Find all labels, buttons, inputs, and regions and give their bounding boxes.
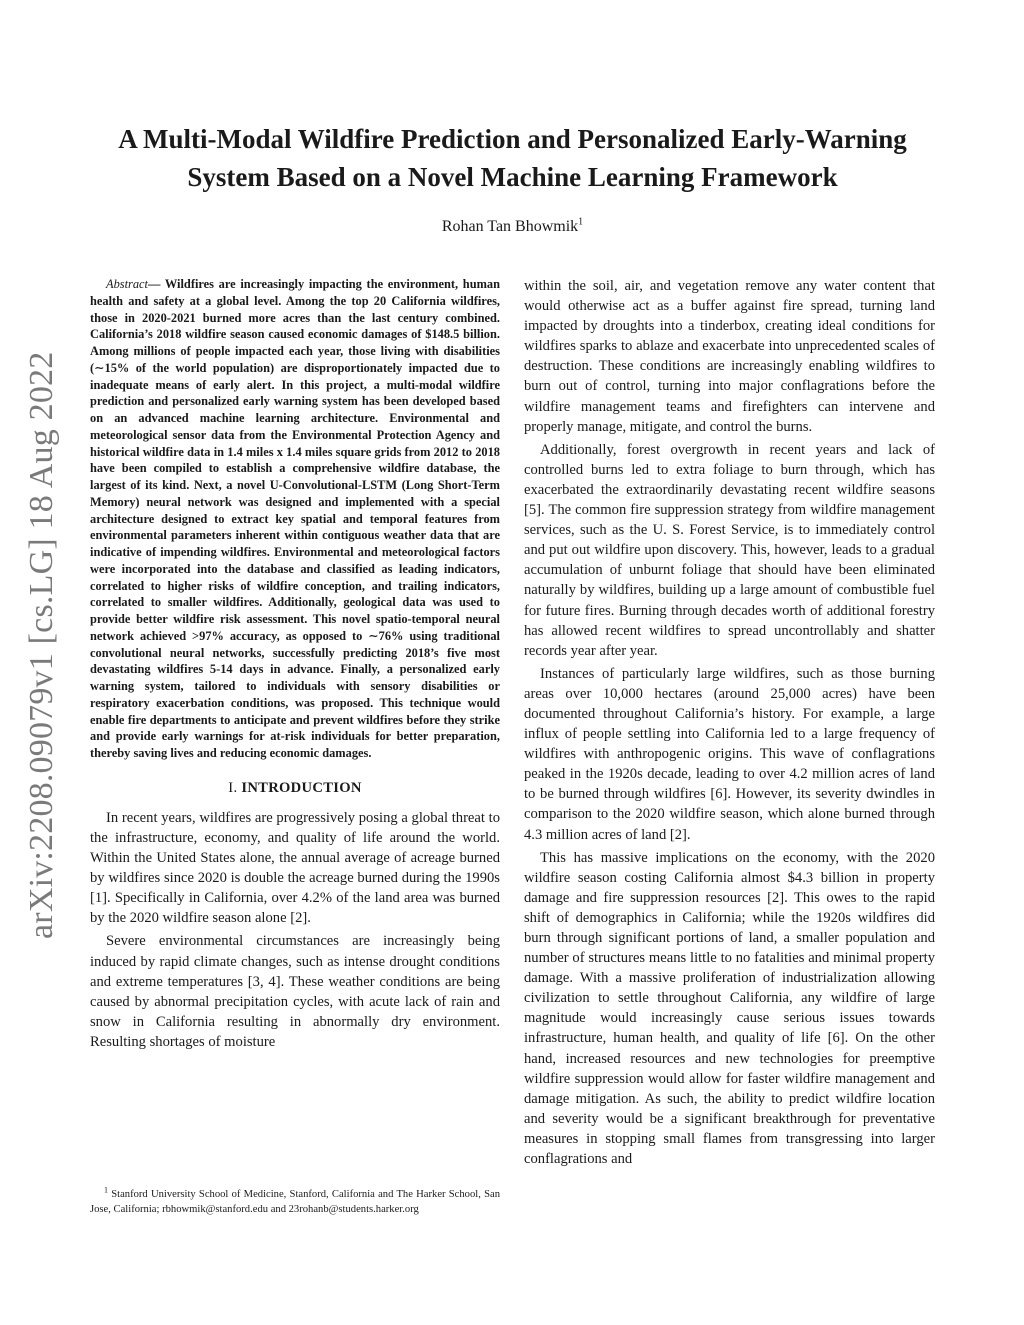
paragraph: Severe environmental circumstances are increasingly being induced by rapid climate changes, such as intense drought conditions and extreme temperatures [3, 4]. These weather conditions are being caused by abnormal precipitation cycles, with acute lack of rain and snow in California resulting in abnormally dry environment. Resulting shortages of moisture: [90, 933, 500, 1050]
paper-title: [90, 120, 935, 196]
abstract-text: Wildfires are increasingly impacting the environment, human health and safety at a global level. Among the top 20 California wildfires, those in 2020-2021 burned more acres than the last century combined. California’s 2018 wildfire season caused economic damages of $148.5 billion. Among millions of people impacted each year, those living with disabilities (∼15% of the world population) are disproportionately impacted due to inadequate means of early alert. In this project, a multi-modal wildfire prediction and personalized early warning system has been developed based on an advanced machine learning architecture. Environmental and meteorological sensor data from the Environmental Protection Agency and historical wildfire data in 1.4 miles x 1.4 miles square grids from 2012 to 2018 have been compiled to establish a comprehensive wildfire database, the largest of its kind. Next, a novel U-Convolutional-LSTM (Long Short-Term Memory) neural network was designed and implemented with a special architecture designed to extract key spatial and temporal features from environmental parameters inherent within contiguous weather data that are indicative of impending wildfires. Environmental and meteorological factors were incorporated into the database and classified as leading indicators, correlated to higher risks of wildfire conception, and trailing indicators, correlated to smaller wildfires. Additionally, geological data was used to provide better wildfire risk assessment. This novel spatio-temporal neural network achieved >97% accuracy, as opposed to ∼76% using traditional convolutional neural networks, successfully predicting 2018’s five most devastating wildfires 5-14 days in advance. Finally, a personalized early warning system, tailored to individuals with sensory disabilities or respiratory exacerbation conditions, was proposed. This technique would enable fire departments to anticipate and prevent wildfires before they strike and provide early warnings for at-risk individuals for better preparation, thereby saving lives and reducing economic damages.: [90, 277, 500, 760]
author-name: Rohan Tan Bhowmik: [441, 218, 579, 235]
paragraph: Instances of particularly large wildfires, such as those burning areas over 10,000 hectares (around 25,000 acres) have been documented throughout California’s history. For example, a large influx of people settling into California led to a large frequency of wildfires with anthropogenic origins. This wave of conflagrations peaked in the 1920s decade, leading to over 4.2 million acres of land to be burned through wildfires [6]. However, its severity dwindles in comparison to the 2020 wildfire season, which alone burned through 4.3 million acres of land [2].: [524, 665, 935, 843]
title-line-2: System Based on a Novel Machine Learning Framework: [187, 162, 838, 192]
paragraph: In recent years, wildfires are progressively posing a global threat to the infrastructure, economy, and quality of life around the world. Within the United States alone, the annual average of acreage burned by wildfires since 2020 is double the acreage burned during the 1990s [1]. Specifically in California, over 4.2% of the land area was burned by the 2020 wildfire season alone [2].: [90, 809, 500, 927]
paragraph: within the soil, air, and vegetation remove any water content that would otherwise act as a buffer against fire spread, turning land impacted by droughts into a tinderbox, creating ideal conditions for wildfires sparks to ablaze and exacerbate into unprecedented scales of destruction. These conditions are increasingly enabling wildfires to burn out of control, turning into major conflagrations before the wildfire management teams and firefighters can intervene and properly manage, mitigate, and control the burns.: [524, 278, 935, 435]
paragraph: This has massive implications on the economy, with the 2020 wildfire season costing California almost $4.3 billion in property damage and fire suppression resources [2]. This owes to the rapid shift of demographics in California; while the 1920s wildfires did burn through significant portions of land, a smaller population and number of structures means little to no fatalities and minimal property damage. With a massive proliferation of industrialization allowing civilization to settle throughout California, any wildfire of large magnitude would increasingly cause serious issues towards infrastructure, human health, and quality of life [6]. On the other hand, increased resources and new technologies for preemptive wildfire suppression would allow for faster wildfire management and damage mitigation. As such, the ability to predict wildfire location and severity would be a significant breakthrough for preventative measures in stopping small flames from transgressing into larger conflagrations and: [524, 849, 935, 1168]
abstract-dash: —: [148, 277, 161, 291]
footnote-mark: 1: [104, 1185, 108, 1195]
right-column: [524, 276, 935, 1172]
title-line-1: A Multi-Modal Wildfire Prediction and Personalized Early-Warning: [118, 124, 907, 154]
author-line: [90, 216, 935, 238]
author-affiliation-mark: 1: [578, 216, 584, 228]
abstract-label: Abstract: [106, 277, 148, 291]
footnote-text: Stanford University School of Medicine, Stanford, California and The Harker School, San Jose, California; rbhowmik@stanford.edu and 23rohanb@students.harker.org: [90, 1189, 500, 1215]
abstract: [90, 276, 500, 762]
footnote: [90, 1185, 500, 1217]
left-column: [90, 276, 500, 1055]
paragraph: Additionally, forest overgrowth in recent years and lack of controlled burns led to extra foliage to burn through, which has exacerbated the extraordinarily devastating recent wildfire seasons [5]. The common fire suppression strategy from wildfire management services, such as the U. S. Forest Service, is to immediately control and put out wildfire upon discovery. This, however, leads to a gradual accumulation of unburnt foliage that should have been eliminated naturally by wildfires, building up a large amount of combustible fuel for future fires. Burning through decades worth of additional forestry has allowed recent wildfires to spread uncontrollably and shatter records year after year.: [524, 441, 935, 659]
section-heading: [90, 778, 500, 798]
arxiv-identifier: arXiv:2208.09079v1 [cs.LG] 18 Aug 2022: [23, 351, 60, 939]
section-number: I.: [228, 779, 238, 796]
section-title: INTRODUCTION: [241, 779, 362, 796]
